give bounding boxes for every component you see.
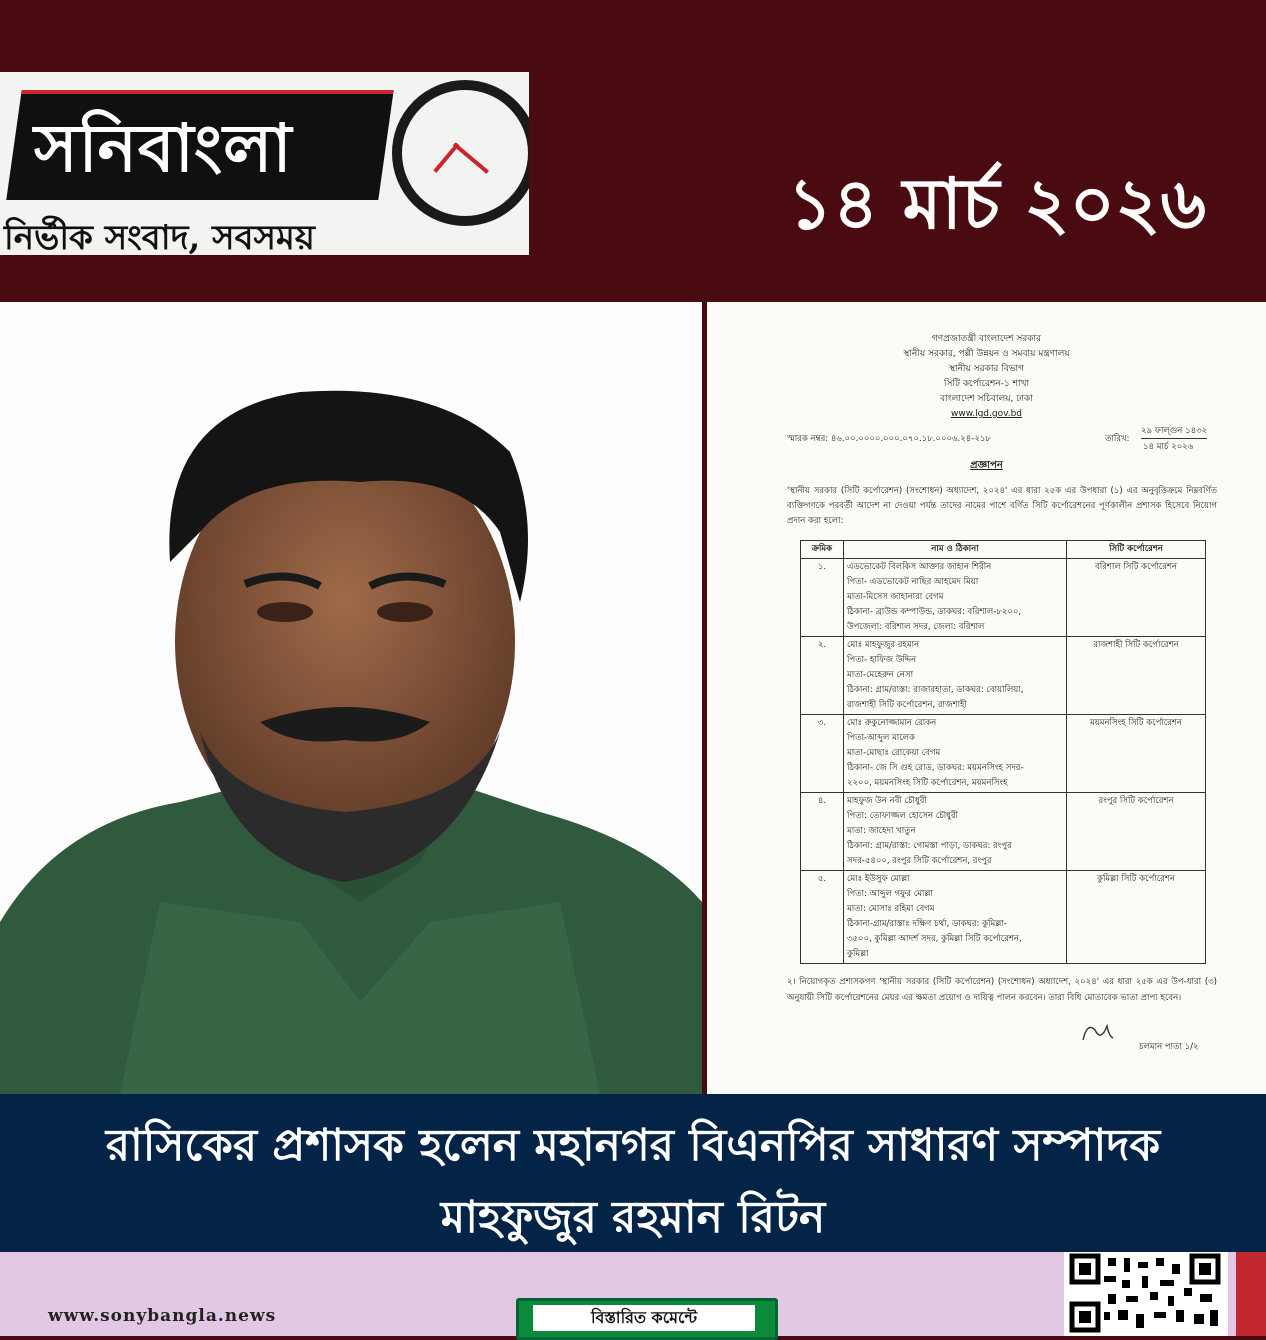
table-header: নাম ও ঠিকানা xyxy=(844,541,1067,559)
row-name-address: মাহফুজ উন নবী চৌধুরী পিতা: তোফাজ্জল হোসেন চৌধুরী মাতা: জাহেদা খাতুন ঠিকানা: গ্রাম/রাস্তা: গোমস্তা পাড়া, ডাকঘর: রংপুর সদর-৫৪০০, রংপুর সিটি কর্পোরেশন, রংপুর xyxy=(844,793,1067,871)
row-serial: ৩. xyxy=(801,715,844,793)
doc-heading-line: সিটি কর্পোরেশন-১ শাখা xyxy=(943,379,1030,389)
qr-code-icon[interactable] xyxy=(1064,1252,1228,1336)
table-row xyxy=(801,871,1206,964)
doc-date-bangla: ২৯ ফাল্গুন ১৪৩২ xyxy=(1141,424,1207,439)
clock-icon xyxy=(392,80,529,226)
row-city-corporation: রাজশাহী সিটি কর্পোরেশন xyxy=(1067,637,1206,715)
table-row xyxy=(801,715,1206,793)
footer-bar xyxy=(0,1252,1266,1336)
table-header: সিটি কর্পোরেশন xyxy=(1067,541,1206,559)
doc-heading-block xyxy=(707,332,1266,422)
row-serial: ৪. xyxy=(801,793,844,871)
row-serial: ৫. xyxy=(801,871,844,964)
doc-paragraph-2: ২। নিয়োগকৃত প্রশাসকগণ 'স্থানীয় সরকার (সিটি কর্পোরেশন) (সংশোধন) অধ্যাদেশ, ২০২৪' এর ধারা ২৫ক এর উপ-ধারা (৩) অনুযায়ী সিটি কর্পোরেশনের মেয়র এর ক্ষমতা প্রয়োগ ও দায়িত্ব পালন করবেন। তারা বিধি মোতাবেক ভাতা প্রাপ্য হবেন। xyxy=(787,977,1217,1003)
portrait-photo xyxy=(0,302,702,1094)
details-button-label: বিস্তারিত কমেন্টে xyxy=(533,1305,755,1331)
table-header: ক্রমিক xyxy=(801,541,844,559)
doc-intro: 'স্থানীয় সরকার (সিটি কর্পোরেশন) (সংশোধন) অধ্যাদেশ, ২০২৪' এর ধারা ২৫ক এর উপধারা (১) এর অনুবৃত্তিক্রমে নিম্নবর্ণিত ব্যক্তিগণকে পরবর্তী আদেশ না দেওয়া পর্যন্ত তাদের নামের পাশে বর্ণিত সিটি কর্পোরেশনের পূর্ণকালীন প্রশাসক হিসেবে নিয়োগ প্রদান করা হলো: xyxy=(787,486,1217,526)
doc-heading-line: স্থানীয় সরকার বিভাগ xyxy=(948,364,1025,374)
site-url[interactable]: www.sonybangla.news xyxy=(48,1306,277,1326)
row-name-address: মোঃ ইউসুফ মোল্লা পিতা: আব্দুল গফুর মোল্লা মাতা: মোসাঃ রহিমা বেগম ঠিকানা-গ্রাম/রাস্তাঃ দক্ষিণ চর্থা, ডাকঘর: কুমিল্লা- ৩৫০০, কুমিল্লা আদর্শ সদর, কুমিল্লা সিটি কর্পোরেশন, কুমিল্লা xyxy=(844,871,1067,964)
site-logo[interactable] xyxy=(0,72,529,255)
signature-mark xyxy=(1079,1020,1115,1046)
appointee-table xyxy=(800,540,1206,964)
doc-date-label: তারিখ: xyxy=(1105,434,1130,444)
row-city-corporation: রংপুর সিটি কর্পোরেশন xyxy=(1067,793,1206,871)
row-serial: ১. xyxy=(801,559,844,637)
post-date: ১৪ মার্চ ২০২৬ xyxy=(787,162,1206,245)
row-serial: ২. xyxy=(801,637,844,715)
doc-date-english: ১৪ মার্চ ২০২৬ xyxy=(1143,442,1194,452)
headline-banner xyxy=(0,1094,1266,1252)
table-row xyxy=(801,637,1206,715)
row-city-corporation: বরিশাল সিটি কর্পোরেশন xyxy=(1067,559,1206,637)
row-city-corporation: কুমিল্লা সিটি কর্পোরেশন xyxy=(1067,871,1206,964)
row-name-address: এডভোকেট বিলকিস আক্তার জাহান শিরীন পিতা- এডভোকেট নাছির আহমেদ মিয়া মাতা-মিসেস জাহানারা বেগম ঠিকানা- ব্রাউন্ড কম্পাউন্ড, ডাকঘর: বরিশাল-৮২০০, উপজেলা: বরিশাল সদর, জেলা: বরিশাল xyxy=(844,559,1067,637)
headline-line-2: মাহফুজুর রহমান রিটন xyxy=(440,1192,826,1243)
logo-name: সনিবাংলা xyxy=(34,109,293,187)
header-banner xyxy=(0,0,1266,302)
doc-website: www.lgd.gov.bd xyxy=(950,409,1023,419)
details-in-comments-button[interactable] xyxy=(516,1298,778,1340)
doc-heading-line: স্থানীয় সরকার, পল্লী উন্নয়ন ও সমবায় মন্ত্রণালয় xyxy=(903,349,1070,359)
table-row xyxy=(801,793,1206,871)
corner-accent xyxy=(1236,1252,1266,1336)
logo-tagline: নির্ভীক সংবাদ, সবসময় xyxy=(4,218,315,255)
row-name-address: মোঃ মাহফুজুর রহমান পিতা- হাফিজ উদ্দিন মাতা-মেহেরুন নেসা ঠিকানা: গ্রাম/রাস্তা: রাজারহাতা, ডাকঘর: বোয়ালিয়া, রাজশাহী সিটি কর্পোরেশন, রাজশাহী xyxy=(844,637,1067,715)
row-name-address: মোঃ রুকুনোজ্জামান রোকন পিতা-আব্দুল মালেক মাতা-মোছাঃ রোকেয়া বেগম ঠিকানা- জে সি গুহ রোড, ডাকঘর: ময়মনসিংহ সদর- ২২০০, ময়মনসিংহ সিটি কর্পোরেশন, ময়মনসিংহ xyxy=(844,715,1067,793)
doc-title: প্রজ্ঞাপন xyxy=(970,460,1003,471)
doc-reference-number: স্মারক নম্বর: ৪৬.০০.০০০০.০০০.০৭০.১৮.০০০৬.২৪-২১৮ xyxy=(787,434,991,444)
doc-page-number: চলমান পাতা ১/২ xyxy=(1139,1042,1199,1052)
doc-heading-line: বাংলাদেশ সচিবালয়, ঢাকা xyxy=(940,394,1033,404)
table-row xyxy=(801,559,1206,637)
row-city-corporation: ময়মনসিংহ সিটি কর্পোরেশন xyxy=(1067,715,1206,793)
doc-heading-line: গণপ্রজাতন্ত্রী বাংলাদেশ সরকার xyxy=(931,334,1042,344)
government-notice-document xyxy=(707,302,1266,1094)
headline-line-1: রাসিকের প্রশাসক হলেন মহানগর বিএনপির সাধারণ সম্পাদক xyxy=(105,1120,1161,1171)
